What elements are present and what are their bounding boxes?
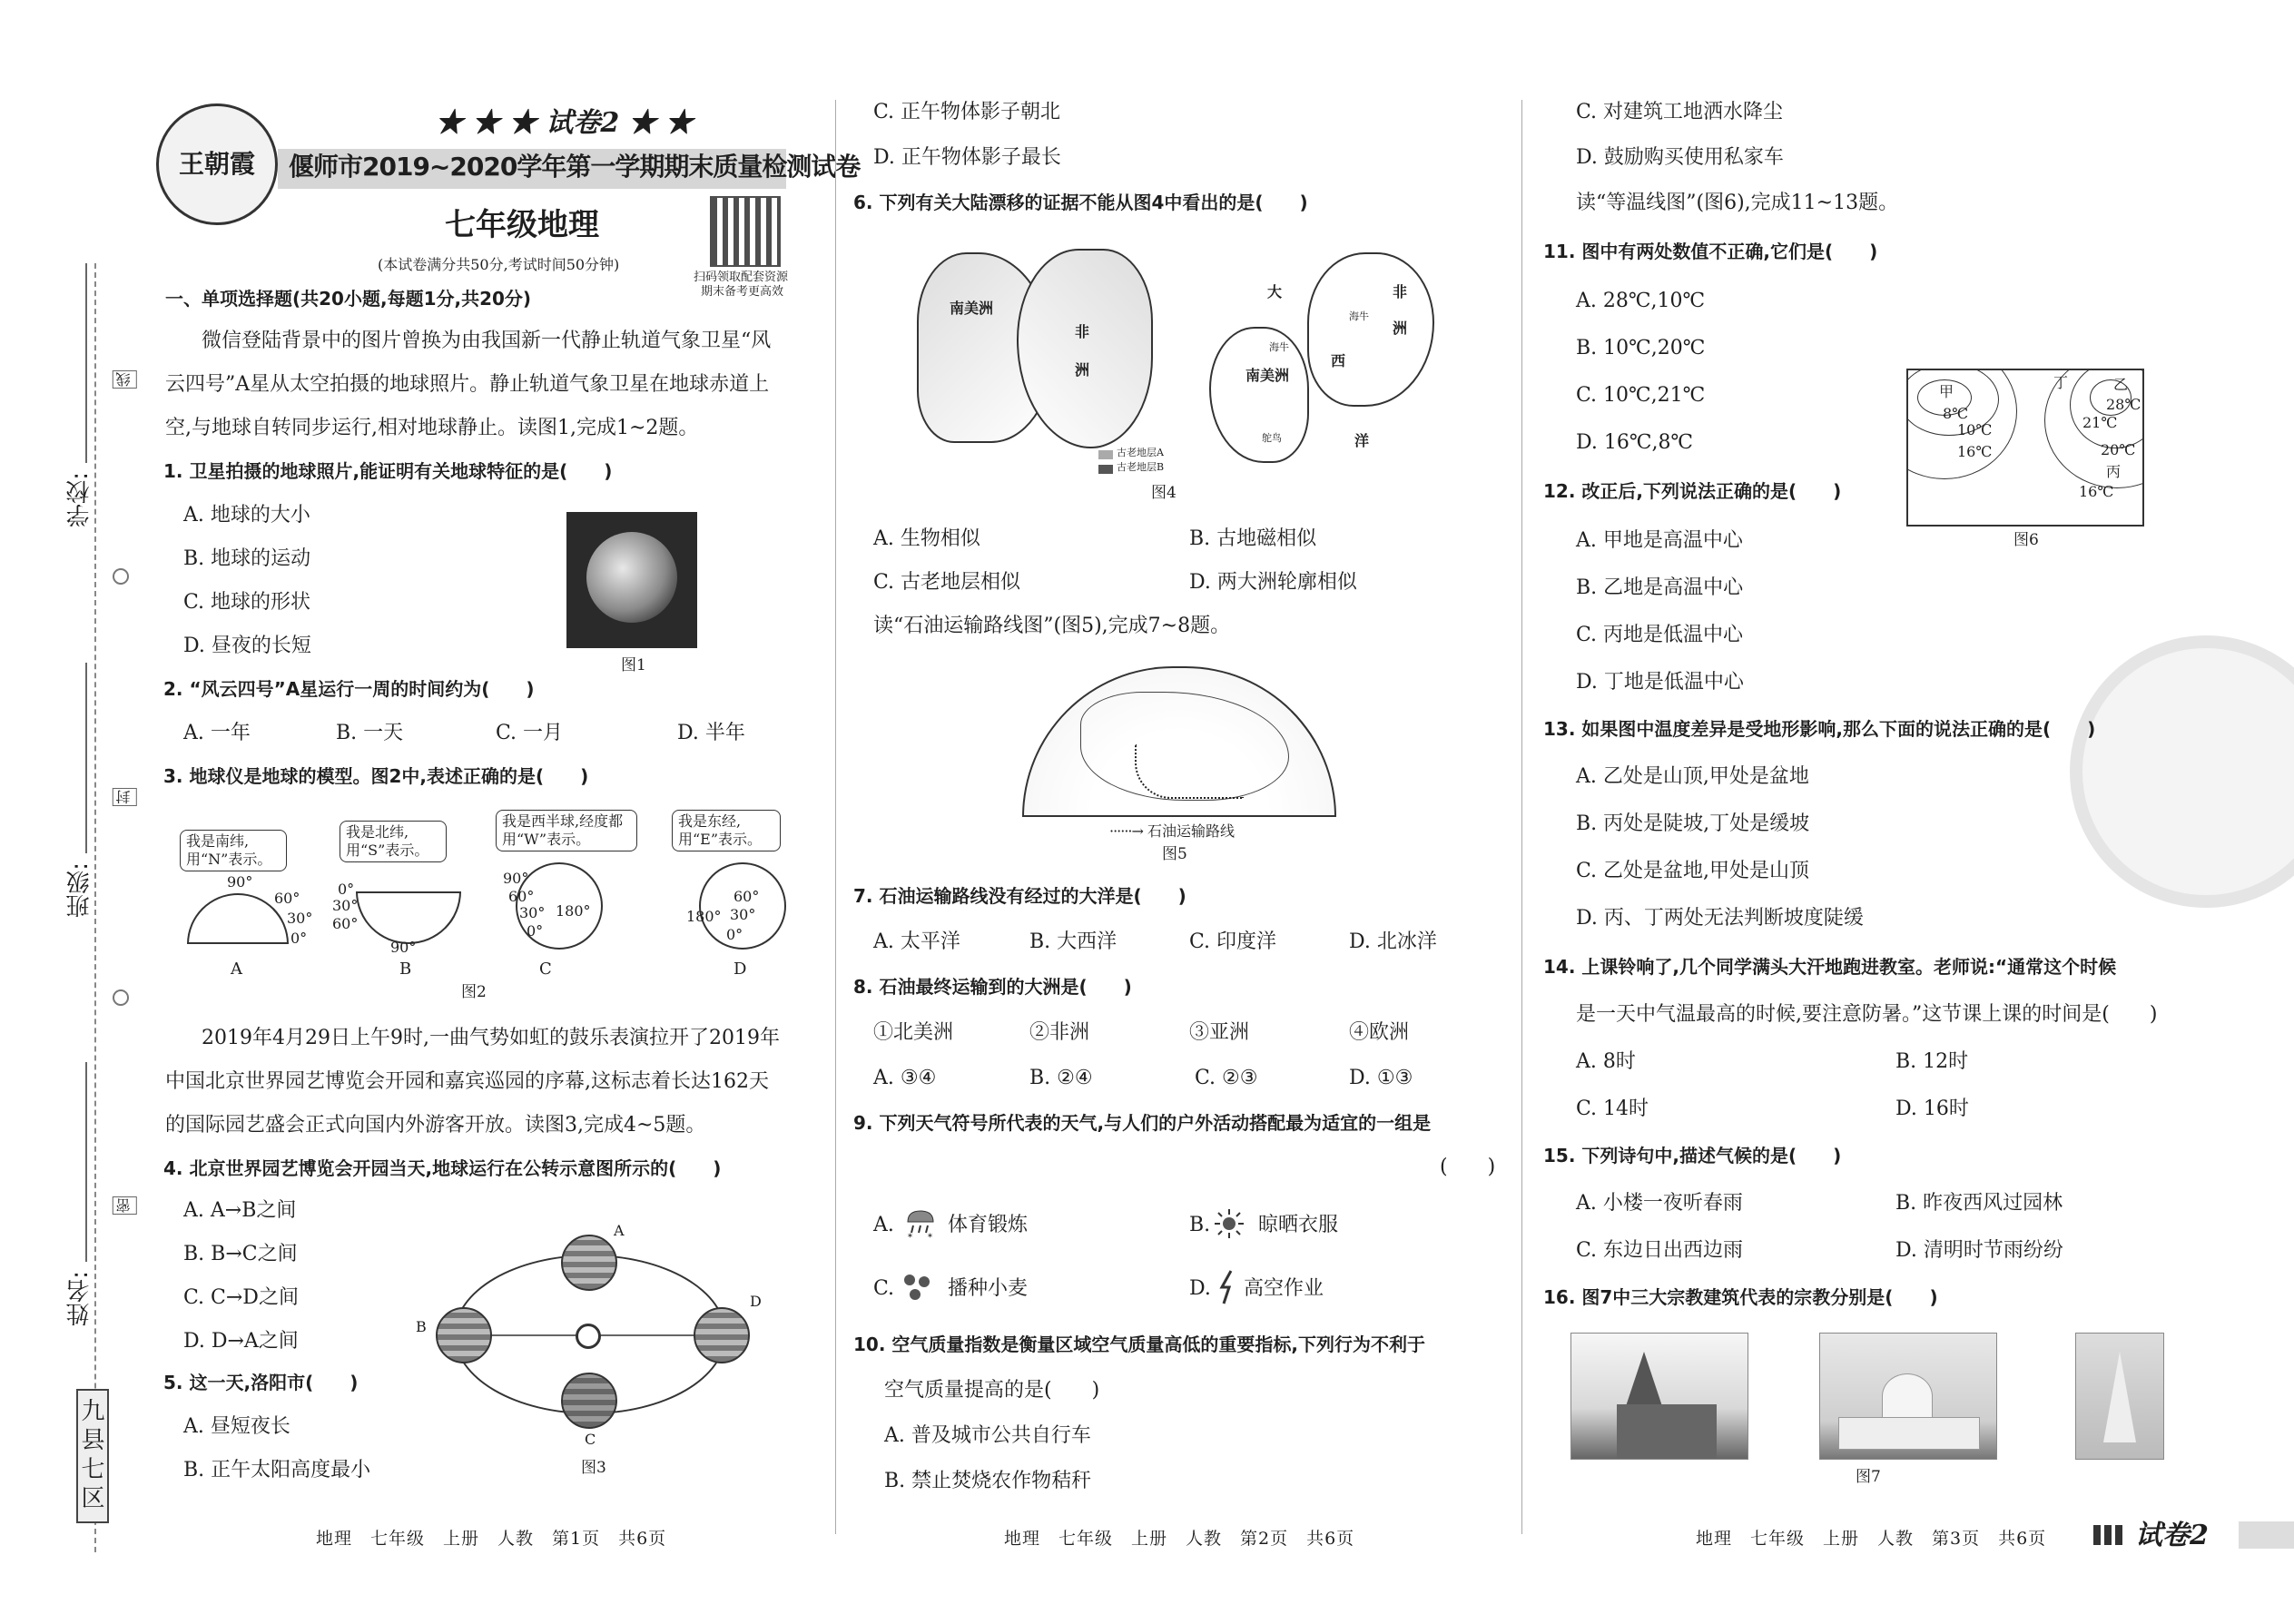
option: A. 生物相似 xyxy=(873,527,980,550)
fig2-num: 0° xyxy=(527,922,544,940)
intro-line: 2019年4月29日上午9时,一曲气势如虹的鼓乐表演拉开了2019年 xyxy=(202,1027,780,1049)
intro-line: 微信登陆背景中的图片曾换为由我国新一代静止轨道气象卫星“风 xyxy=(202,330,772,352)
page-footer-1: 地理 七年级 上册 人教 第1页 共6页 xyxy=(316,1529,667,1549)
earth-c xyxy=(561,1373,617,1429)
option: C. 东边日出西边雨 xyxy=(1576,1239,1744,1262)
page-footer-2: 地理 七年级 上册 人教 第2页 共6页 xyxy=(1004,1529,1355,1549)
option: B. 大西洋 xyxy=(1029,930,1117,953)
intro-line: 的国际园艺盛会正式向国内外游客开放。读图3,完成4~5题。 xyxy=(165,1114,706,1137)
question-12: 12. 改正后,下列说法正确的是( ) xyxy=(1543,480,1842,502)
church-body xyxy=(1617,1404,1717,1459)
option: C. 地球的形状 xyxy=(183,591,311,614)
exam-title: 偃师市2019~2020学年第一学期期末质量检测试卷 xyxy=(289,152,861,182)
option: A. 一年 xyxy=(183,722,251,744)
figure-2-caption: 图2 xyxy=(461,983,487,1001)
column-divider xyxy=(1521,100,1522,1534)
fig6-label: 28℃ xyxy=(2106,396,2141,413)
fig4-label: 洲 xyxy=(1075,361,1090,379)
fig2-num: 60° xyxy=(332,915,359,932)
fig4-label: 洲 xyxy=(1393,320,1408,337)
option-text: 晾晒衣服 xyxy=(1258,1214,1339,1236)
fig4-label: 非 xyxy=(1075,323,1090,340)
option: A. 地球的大小 xyxy=(183,504,310,527)
fig6-label: 10℃ xyxy=(1957,421,1993,438)
option: A. 28℃,10℃ xyxy=(1576,290,1706,312)
option: A. 太平洋 xyxy=(873,930,960,953)
option: D. 16时 xyxy=(1895,1097,1969,1120)
option: C. 乙处是盆地,甲处是山顶 xyxy=(1576,860,1810,882)
fig2-num: 60° xyxy=(733,888,760,905)
binding-line-mark: 线 xyxy=(113,370,137,389)
earth-d xyxy=(694,1307,750,1363)
question-6: 6. 下列有关大陆漂移的证据不能从图4中看出的是( ) xyxy=(853,192,1308,213)
bubble-b: 我是北纬,用“S”表示。 xyxy=(340,821,447,862)
fig4-label: 海牛 xyxy=(1269,341,1289,353)
option: A. 8时 xyxy=(1576,1050,1636,1073)
question-10-cont: 空气质量提高的是( ) xyxy=(884,1379,1100,1402)
mosque-base xyxy=(1838,1417,1980,1450)
figure-5-caption: 图5 xyxy=(1162,845,1187,863)
fig5-legend: ······→ 石油运输路线 xyxy=(1109,822,1236,840)
option: B. 禁止焚烧农作物秸秆 xyxy=(884,1470,1092,1492)
paper-number-text: 试卷2 xyxy=(546,107,620,139)
answer-paren: ( ) xyxy=(1440,1156,1496,1178)
option: C. 10℃,21℃ xyxy=(1576,384,1706,407)
option: D. 16℃,8℃ xyxy=(1576,431,1694,454)
option: D. 半年 xyxy=(677,722,745,744)
fig4-label: 海牛 xyxy=(1349,310,1369,322)
option: ②非洲 xyxy=(1029,1021,1090,1044)
class-label: 班级: xyxy=(66,862,94,918)
fig4-label: 大 xyxy=(1267,283,1283,300)
fig4-label: 南美洲 xyxy=(1245,367,1290,384)
option: D. 正午物体影子最长 xyxy=(873,146,1061,169)
fig2-num: 60° xyxy=(274,890,300,907)
option: C. 一月 xyxy=(496,722,564,744)
option: D. 丁地是低温中心 xyxy=(1576,671,1744,694)
option: D. 昼夜的长短 xyxy=(183,635,311,657)
earth-a xyxy=(561,1235,617,1291)
option: A. 小楼一夜听春雨 xyxy=(1576,1192,1743,1215)
fig5-legend-text: 石油运输路线 xyxy=(1147,822,1236,840)
question-1: 1. 卫星拍摄的地球照片,能证明有关地球特征的是( ) xyxy=(163,460,613,482)
fig6-label: 甲 xyxy=(1939,383,1954,400)
question-4: 4. 北京世界园艺博览会开园当天,地球运行在公转示意图所示的( ) xyxy=(163,1157,722,1179)
binding-circle xyxy=(113,989,129,1006)
earth-sphere xyxy=(586,532,677,623)
option-text: 体育锻炼 xyxy=(948,1214,1029,1236)
fig2-num: 180° xyxy=(556,902,591,920)
question-3: 3. 地球仪是地球的模型。图2中,表述正确的是( ) xyxy=(163,765,589,787)
publisher-logo xyxy=(156,103,278,225)
option: D. D→A之间 xyxy=(183,1330,299,1353)
option: ①北美洲 xyxy=(873,1021,954,1044)
fig2-num: 180° xyxy=(686,908,722,925)
fig2-num: 30° xyxy=(287,910,313,927)
intro-line: 中国北京世界园艺博览会开园和嘉宾巡园的序幕,这标志着长达162天 xyxy=(165,1070,769,1093)
fig4-label: 南美洲 xyxy=(950,300,994,317)
district-box: 九县七区 xyxy=(76,1389,109,1523)
option: B. 10℃,20℃ xyxy=(1576,337,1706,359)
question-15: 15. 下列诗句中,描述气候的是( ) xyxy=(1543,1145,1842,1166)
option: C. 对建筑工地洒水降尘 xyxy=(1576,101,1784,123)
figure-6-caption: 图6 xyxy=(2013,531,2039,549)
earth-b xyxy=(436,1307,492,1363)
option: B. ②④ xyxy=(1029,1067,1093,1089)
bubble-c: 我是西半球,经度都用“W”表示。 xyxy=(496,810,637,851)
binding-seal-mark: 封 xyxy=(113,788,137,806)
orbit-label: C xyxy=(585,1431,596,1448)
exam-note: (本试卷满分共50分,考试时间50分钟) xyxy=(378,256,620,273)
qr-note-2: 期末备考更高效 xyxy=(701,285,784,299)
legend-swatch-b xyxy=(1098,465,1113,474)
corner-bar xyxy=(2239,1521,2294,1549)
rain-icon xyxy=(902,1204,939,1240)
fig2-num: 30° xyxy=(519,904,546,921)
fig2-num: 90° xyxy=(503,870,529,887)
option: D. 两大洲轮廓相似 xyxy=(1189,571,1357,594)
option: B. 12时 xyxy=(1895,1050,1969,1073)
subject-title: 七年级地理 xyxy=(445,207,599,243)
option-label: C. xyxy=(873,1277,895,1300)
snow-icon xyxy=(899,1269,937,1305)
sun xyxy=(576,1324,601,1349)
fig2-num: 90° xyxy=(227,873,253,891)
question-9: 9. 下列天气符号所代表的天气,与人们的户外活动搭配最为适宜的一组是 xyxy=(853,1112,1432,1134)
fig2-num: 0° xyxy=(338,881,355,898)
figure-4-caption: 图4 xyxy=(1151,484,1177,502)
fig6-label: 20℃ xyxy=(2101,441,2136,458)
option-text: 高空作业 xyxy=(1244,1277,1324,1300)
option: C. 印度洋 xyxy=(1189,930,1277,953)
option: A. 乙处是山顶,甲处是盆地 xyxy=(1576,765,1809,788)
oil-route xyxy=(1135,744,1244,799)
option: D. 鼓励购买使用私家车 xyxy=(1576,146,1784,169)
option: A. 昼短夜长 xyxy=(183,1415,290,1438)
map-left-africa xyxy=(1017,249,1153,448)
qr-note-1: 扫码领取配套资源 xyxy=(694,271,789,284)
option: A. ③④ xyxy=(873,1067,937,1089)
question-13: 13. 如果图中温度差异是受地形影响,那么下面的说法正确的是( ) xyxy=(1543,718,2096,740)
option: B. 昨夜西风过园林 xyxy=(1895,1192,2063,1215)
option: C. C→D之间 xyxy=(183,1286,299,1309)
secret-watermark xyxy=(2070,635,2294,908)
fig6-label: 8℃ xyxy=(1943,405,1969,422)
orbit-label: B xyxy=(416,1318,427,1335)
church-spire xyxy=(1626,1352,1662,1406)
figure-1-caption: 图1 xyxy=(621,656,646,674)
option: ④欧洲 xyxy=(1349,1021,1410,1044)
svg-text:*: * xyxy=(928,1233,932,1240)
intro-line: 空,与地球自转同步运行,相对地球静止。读图1,完成1~2题。 xyxy=(165,417,699,439)
fig6-label: 21℃ xyxy=(2082,414,2118,431)
option-label: B. xyxy=(1189,1214,1211,1236)
option: D. 丙、丁两处无法判断坡度陡缓 xyxy=(1576,907,1864,930)
question-11: 11. 图中有两处数值不正确,它们是( ) xyxy=(1543,241,1878,262)
figure-7-caption: 图7 xyxy=(1856,1468,1881,1486)
question-16: 16. 图7中三大宗教建筑代表的宗教分别是( ) xyxy=(1543,1286,1938,1308)
question-10: 10. 空气质量指数是衡量区域空气质量高低的重要指标,下列行为不利于 xyxy=(853,1334,1425,1355)
option-text: 播种小麦 xyxy=(948,1277,1029,1300)
question-5: 5. 这一天,洛阳市( ) xyxy=(163,1372,359,1393)
name-label: 姓名: xyxy=(66,1271,94,1326)
orbit-label: D xyxy=(750,1293,762,1310)
legend-swatch-a xyxy=(1098,450,1113,459)
fig2-label: B xyxy=(399,960,412,979)
fig2-num: 60° xyxy=(508,888,535,905)
question-2: 2. “风云四号”A星运行一周的时间约为( ) xyxy=(163,678,535,700)
option: B. 乙地是高温中心 xyxy=(1576,576,1744,599)
option: C. 14时 xyxy=(1576,1097,1649,1120)
fig6-label: 丙 xyxy=(2106,463,2122,480)
fig2-num: 90° xyxy=(390,939,417,956)
intro-line: 读“等温线图”(图6),完成11~13题。 xyxy=(1576,192,1899,214)
fig2-num: 0° xyxy=(290,930,308,947)
option: B. 一天 xyxy=(336,722,404,744)
fig2-num: 30° xyxy=(730,906,756,923)
binding-circle xyxy=(113,568,129,585)
fig2-num: 0° xyxy=(726,926,743,943)
fig2-label: C xyxy=(539,960,552,979)
fig4-label: 非 xyxy=(1393,283,1408,300)
globe-b xyxy=(356,891,461,944)
fig4-label: 鸵鸟 xyxy=(1262,432,1282,444)
option: A. A→B之间 xyxy=(183,1199,297,1222)
fig6-label: 16℃ xyxy=(1957,443,1993,460)
sun-icon xyxy=(1213,1207,1245,1240)
option: B. 正午太阳高度最小 xyxy=(183,1459,371,1481)
church-photo xyxy=(1570,1333,1748,1460)
figure-3-caption: 图3 xyxy=(581,1459,606,1477)
fig2-num: 30° xyxy=(332,897,359,914)
corner-decoration xyxy=(2093,1525,2124,1545)
binding-secret-mark: 密 xyxy=(113,1196,137,1215)
paper-number: ★ ★ ★ 试卷2 ★ ★ xyxy=(436,107,694,139)
fig6-label: 乙 xyxy=(2113,376,2129,393)
stupa xyxy=(2103,1352,2136,1442)
corner-paper-no: 试卷2 xyxy=(2135,1520,2209,1551)
question-14-cont: 是一天中气温最高的时候,要注意防暑。”这节课上课的时间是( ) xyxy=(1576,1003,2158,1026)
figure-1-earth-photo xyxy=(566,512,697,648)
lightning-icon xyxy=(1215,1269,1242,1305)
option: B. 古地磁相似 xyxy=(1189,527,1317,550)
option: B. 地球的运动 xyxy=(183,547,311,570)
intro-line: 读“石油运输路线图”(图5),完成7~8题。 xyxy=(873,615,1231,637)
mosque-photo xyxy=(1819,1333,1997,1460)
fig6-label: 16℃ xyxy=(2079,483,2114,500)
temple-photo xyxy=(2075,1333,2164,1460)
option: A. 甲地是高温中心 xyxy=(1576,529,1743,552)
svg-text:*: * xyxy=(908,1233,912,1240)
fig4-label: 洋 xyxy=(1354,432,1370,449)
bubble-d: 我是东经,用“E”表示。 xyxy=(672,810,781,851)
bubble-a: 我是南纬,用“N”表示。 xyxy=(180,830,287,871)
fig4-legend: 古老地层B xyxy=(1117,461,1165,473)
mosque-dome xyxy=(1882,1373,1933,1419)
qr-code xyxy=(710,196,781,267)
logo-text: 王朝霞 xyxy=(178,148,255,179)
option: C. ②③ xyxy=(1195,1067,1258,1089)
option: C. 古老地层相似 xyxy=(873,571,1021,594)
school-label: 学校: xyxy=(66,472,94,527)
option-label: D. xyxy=(1189,1277,1211,1300)
option-label: A. xyxy=(873,1214,894,1236)
question-7: 7. 石油运输路线没有经过的大洋是( ) xyxy=(853,885,1186,907)
column-divider xyxy=(835,100,836,1534)
option: C. 丙地是低温中心 xyxy=(1576,624,1744,646)
intro-line: 云四号”A星从太空拍摄的地球照片。静止轨道气象卫星在地球赤道上 xyxy=(165,373,770,396)
option: B. B→C之间 xyxy=(183,1243,298,1265)
fig6-label: 丁 xyxy=(2053,374,2069,391)
map-right-africa xyxy=(1307,252,1434,407)
question-14: 14. 上课铃响了,几个同学满头大汗地跑进教室。老师说:“通常这个时候 xyxy=(1543,956,2117,978)
option: D. 北冰洋 xyxy=(1349,930,1437,953)
section-heading: 一、单项选择题(共20小题,每题1分,共20分) xyxy=(165,288,532,310)
option: ③亚洲 xyxy=(1189,1021,1250,1044)
option: B. 丙处是陡坡,丁处是缓坡 xyxy=(1576,812,1810,835)
fig4-label: 西 xyxy=(1331,352,1346,369)
map-right-south-america xyxy=(1209,327,1309,463)
option: D. 清明时节雨纷纷 xyxy=(1895,1239,2063,1262)
fig2-label: A xyxy=(231,960,242,979)
orbit-label: A xyxy=(614,1222,625,1239)
option: D. ①③ xyxy=(1349,1067,1413,1089)
page-footer-3: 地理 七年级 上册 人教 第3页 共6页 xyxy=(1696,1529,2047,1549)
fig4-legend: 古老地层A xyxy=(1117,447,1164,458)
fig2-label: D xyxy=(733,960,747,979)
option: C. 正午物体影子朝北 xyxy=(873,101,1061,123)
option: A. 普及城市公共自行车 xyxy=(884,1424,1091,1447)
question-8: 8. 石油最终运输到的大洲是( ) xyxy=(853,976,1132,998)
